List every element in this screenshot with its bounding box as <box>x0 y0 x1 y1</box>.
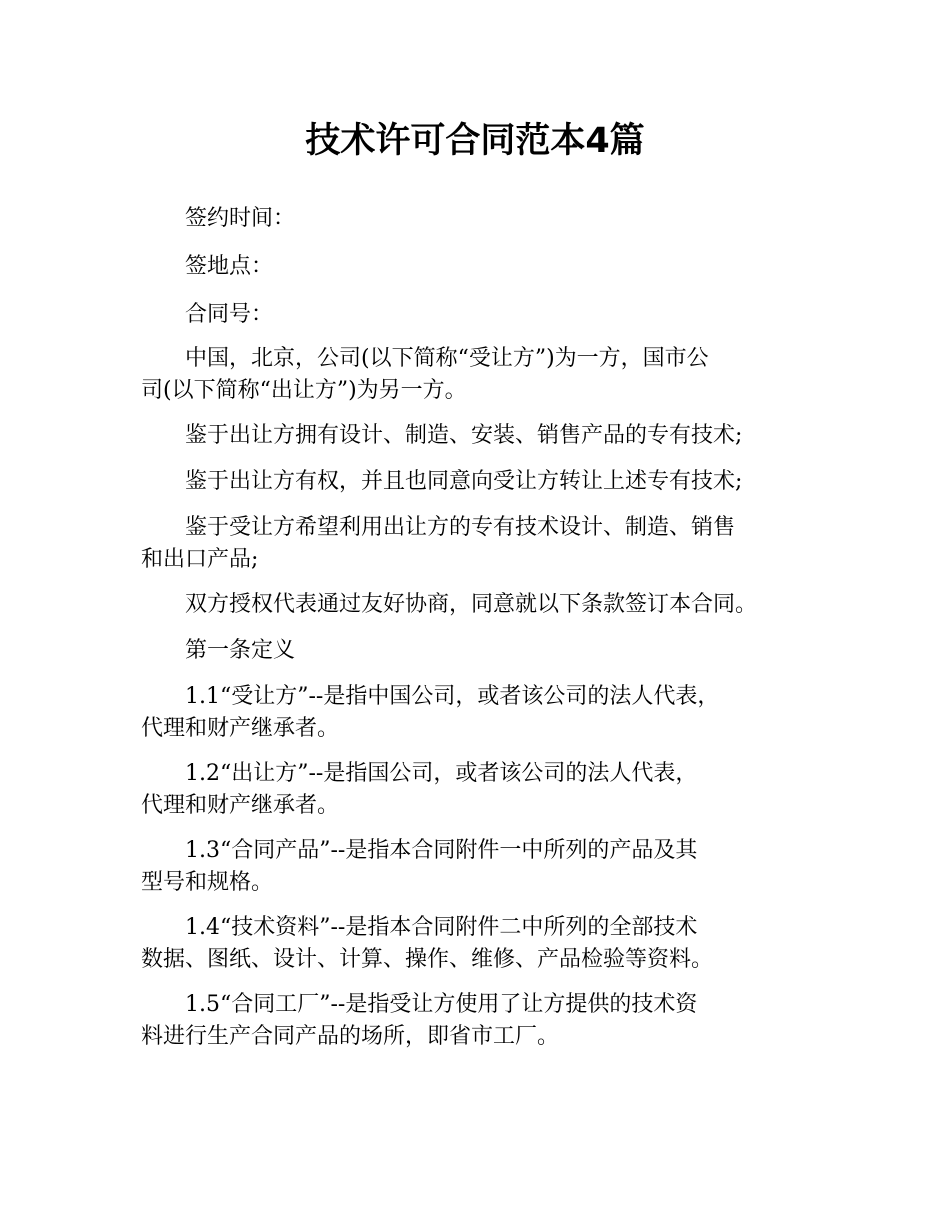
paragraph-signing-time <box>141 203 821 235</box>
paragraph-line: 签约时间： <box>185 206 296 231</box>
paragraph-line: 1.1“受让方”--是指中国公司，或者该公司的法人代表， <box>185 684 720 709</box>
paragraph-line: 1.4“技术资料”--是指本合同附件二中所列的全部技术 <box>185 915 698 940</box>
paragraph-line: 鉴于出让方拥有设计、制造、安装、销售产品的专有技术; <box>185 423 743 448</box>
paragraph-line: 和出口产品; <box>141 547 259 572</box>
paragraph-line: 鉴于受让方希望利用出让方的专有技术设计、制造、销售 <box>185 515 736 540</box>
paragraph-line: 签地点： <box>185 254 274 279</box>
paragraph-line: 合同号： <box>185 302 274 327</box>
paragraph-line: 型号和规格。 <box>141 870 274 895</box>
paragraph-line: 第一条定义 <box>185 638 296 663</box>
clause-1-1 <box>141 681 821 745</box>
paragraph-contract-number <box>141 299 821 331</box>
paragraph-parties <box>141 343 821 407</box>
clause-1-3 <box>141 835 821 899</box>
clause-1-5 <box>141 989 821 1053</box>
clause-1-2 <box>141 758 821 822</box>
paragraph-line: 鉴于出让方有权，并且也同意向受让方转让上述专有技术; <box>185 469 743 494</box>
paragraph-line: 1.5“合同工厂”--是指受让方使用了让方提供的技术资 <box>185 992 698 1017</box>
paragraph-signing-place <box>141 251 821 283</box>
paragraph-line: 数据、图纸、设计、计算、操作、维修、产品检验等资料。 <box>141 947 714 972</box>
paragraph-line: 料进行生产合同产品的场所，即省市工厂。 <box>141 1024 560 1049</box>
paragraph-line: 1.3“合同产品”--是指本合同附件一中所列的产品及其 <box>185 838 698 863</box>
section-heading-definitions <box>141 635 821 667</box>
paragraph-line: 代理和财产继承者。 <box>141 716 340 741</box>
paragraph-whereas-3 <box>141 512 821 576</box>
paragraph-agreement <box>141 589 821 621</box>
page-title: 技术许可合同范本4篇 <box>305 121 645 161</box>
paragraph-line: 双方授权代表通过友好协商，同意就以下条款签订本合同。 <box>185 592 758 617</box>
paragraph-line: 司(以下简称“出让方”)为另一方。 <box>141 378 467 403</box>
paragraph-whereas-2 <box>141 466 821 498</box>
paragraph-line: 代理和财产继承者。 <box>141 793 340 818</box>
paragraph-whereas-1 <box>141 420 821 452</box>
clause-1-4 <box>141 912 821 976</box>
paragraph-line: 1.2“出让方”--是指国公司，或者该公司的法人代表， <box>185 761 698 786</box>
paragraph-line: 中国，北京，公司(以下简称“受让方”)为一方，国市公 <box>185 346 709 371</box>
